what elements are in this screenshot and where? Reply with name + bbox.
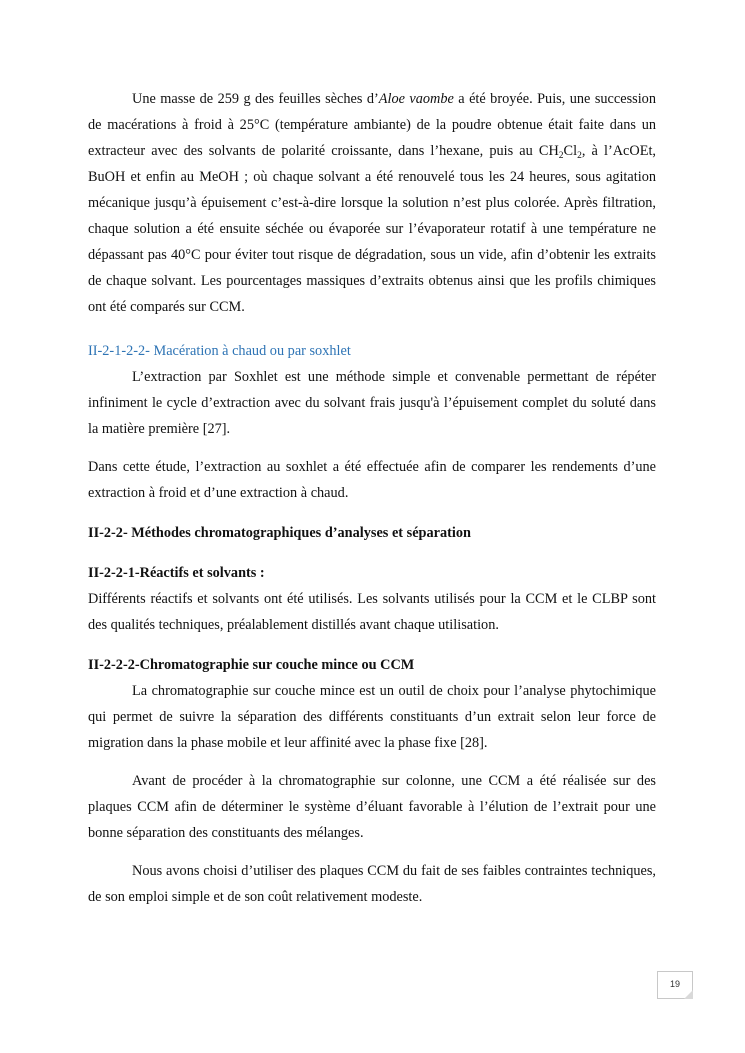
paragraph-soxhlet-definition: L’extraction par Soxhlet est une méthode simple et convenable permettant de répéter infiniment le cycle d’extraction avec du solvant frais jusqu'à l’épuisement complet du soluté dans la matière première [27]. [88, 369, 656, 437]
species-name: Aloe vaombe [378, 91, 454, 107]
paragraph-ccm-procedure: Avant de procéder à la chromatographie sur colonne, une CCM a été réalisée sur des plaques CCM afin de déterminer le système d’éluant favorable à l’élution de l’extrait pour une bonne séparation des constituants des mélanges. [88, 773, 656, 841]
heading-reactifs: II-2-2-1-Réactifs et solvants : [88, 565, 265, 581]
heading-ccm: II-2-2-2-Chromatographie sur couche mince ou CCM [88, 657, 415, 673]
paragraph-soxhlet-study: Dans cette étude, l’extraction au soxhlet a été effectuée afin de comparer les rendements d’une extraction à froid et d’une extraction à chaud. [88, 459, 656, 501]
paragraph-maceration-froid: Une masse de 259 g des feuilles sèches d’Aloe vaombe a été broyée. Puis, une succession de macérations à froid à 25°C (température ambiante) de la poudre obtenue était faite dans un extracteur avec des solvants de polarité croissante, dans l’hexane, puis au $CH_2Cl_2$, à l’AcOEt, BuOH et enfin au MeOH ; où chaque solvant a été renouvelé tous les 24 heures, sous agitation mécanique jusqu’à épuisement c’est-à-dire lorsque la solution n’est plus colorée. Après filtration, chaque solution a été ensuite séchée ou évaporée sur l’évaporateur rotatif à une température ne dépassant pas 40°C pour éviter tout risque de dégradation, sous un vide, afin d’obtenir les extraits de chaque solvant. Les pourcentages massiques d’extraits obtenus ainsi que les profils chimiques ont été comparés sur CCM. [88, 91, 657, 315]
paragraph-ccm-choice: Nous avons choisi d’utiliser des plaques CCM du fait de ses faibles contraintes techniques, de son emploi simple et de son coût relativement modeste. [88, 863, 656, 905]
page-number: 19 [657, 971, 693, 999]
paragraph-ccm-definition: La chromatographie sur couche mince est un outil de choix pour l’analyse phytochimique qui permet de suivre la séparation des différents constituants d’un extrait selon leur force de migration dans la phase mobile et leur affinité avec la phase fixe [28]. [88, 683, 656, 751]
document-page [88, 86, 656, 910]
heading-soxhlet: II-2-1-2-2- Macération à chaud ou par soxhlet [88, 343, 351, 359]
page-fold-decoration [684, 990, 693, 999]
heading-methods: II-2-2- Méthodes chromatographiques d’analyses et séparation [88, 525, 471, 541]
paragraph-reactifs: Différents réactifs et solvants ont été utilisés. Les solvants utilisés pour la CCM et le CLBP sont des qualités techniques, préalablement distillés avant chaque utilisation. [88, 591, 656, 633]
